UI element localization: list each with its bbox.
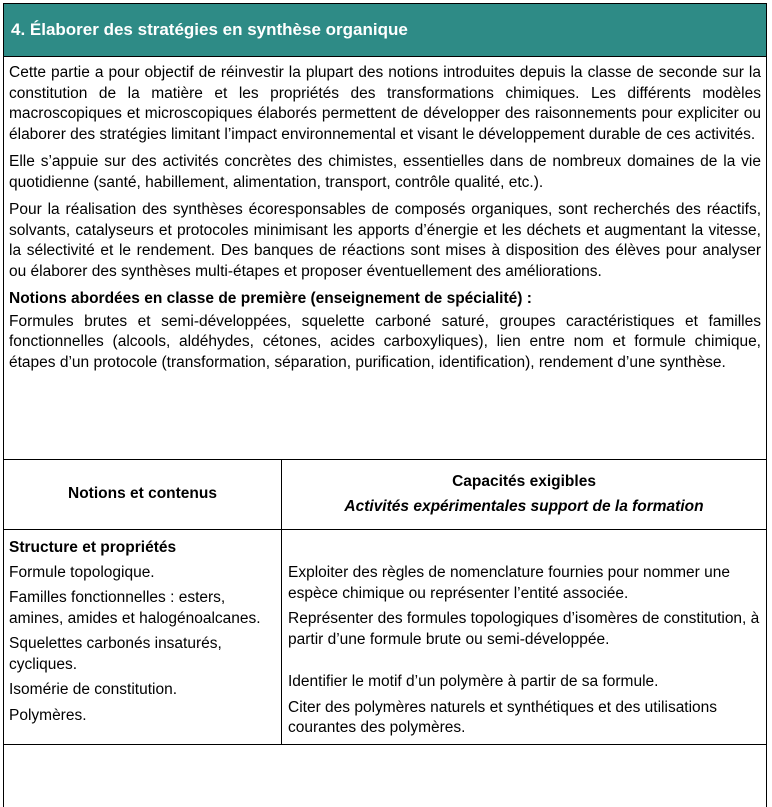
prior-notions-text: Formules brutes et semi-développées, squelette carboné saturé, groupes caractéristiques et familles fonctionnelles (alcools, aldéhydes, cétones, acides carboxyliques), lien entre nom et formule chimique, étapes d’un protocole (transformation, séparation, purification, identification), rendement d’une synthèse. <box>9 312 761 371</box>
intro-paragraph-3: Pour la réalisation des synthèses écoresponsables de composés organiques, sont recherchés des réactifs, solvants, catalyseurs et protocoles minimisant les apports d’énergie et les déchets et augmentant la vitesse, la sélectivité et le rendement. Des banques de réactions sont mises à disposition des élèves pour analyser ou élaborer des synthèses multi-étapes et proposer éventuellement des améliorations. <box>9 201 761 280</box>
intro-block <box>4 57 766 373</box>
structure-title: Structure et propriétés <box>9 539 177 556</box>
capacity-item: Représenter des formules topologiques d’isomères de constitution, à partir d’une formule brute ou semi-développée. <box>288 610 760 648</box>
skills-table <box>3 459 767 745</box>
capacities-title: Capacités exigibles <box>452 472 596 490</box>
capacity-item: Identifier le motif d’un polymère à partir de sa formule. <box>288 673 659 690</box>
notion-item: Formule topologique. <box>9 563 155 581</box>
capacity-item: Citer des polymères naturels et synthétiques et des utilisations courantes des polymères. <box>288 698 718 736</box>
notion-item: Polymères. <box>9 706 87 724</box>
section-title: 4. Élaborer des stratégies en synthèse organique <box>4 4 766 57</box>
prior-notions-heading: Notions abordées en classe de première (enseignement de spécialité) : <box>9 290 532 307</box>
notion-item: Squelettes carbonés insaturés, cycliques. <box>9 635 222 673</box>
capacities-subtitle: Activités expérimentales support de la formation <box>344 498 704 515</box>
notion-item: Isomérie de constitution. <box>9 681 178 698</box>
table-header-row <box>4 460 767 530</box>
notion-item: Familles fonctionnelles : esters, amines, amides et halogénoalcanes. <box>9 589 261 627</box>
column-header-notions: Notions et contenus <box>4 460 282 530</box>
intro-paragraph-1: Cette partie a pour objectif de réinvestir la plupart des notions introduites depuis la classe de seconde sur la constitution de la matière et les propriétés des transformations chimiques. Les différents modèles macroscopiques et microscopiques élaborés permettent de développer des raisonnements pour expliciter ou élaborer des stratégies limitant l’impact environnemental et visant le développement durable de ces activités. <box>9 64 761 143</box>
program-section <box>3 3 767 807</box>
notions-cell <box>4 530 282 745</box>
column-header-capacities <box>282 460 767 530</box>
capacities-cell <box>282 530 767 745</box>
intro-paragraph-2: Elle s’appuie sur des activités concrètes des chimistes, essentielles dans de nombreux domaines de la vie quotidienne (santé, habillement, alimentation, transport, contrôle qualité, etc.). <box>9 153 761 191</box>
table-row <box>4 530 767 745</box>
capacity-item: Exploiter des règles de nomenclature fournies pour nommer une espèce chimique ou représenter l’entité associée. <box>288 564 730 602</box>
